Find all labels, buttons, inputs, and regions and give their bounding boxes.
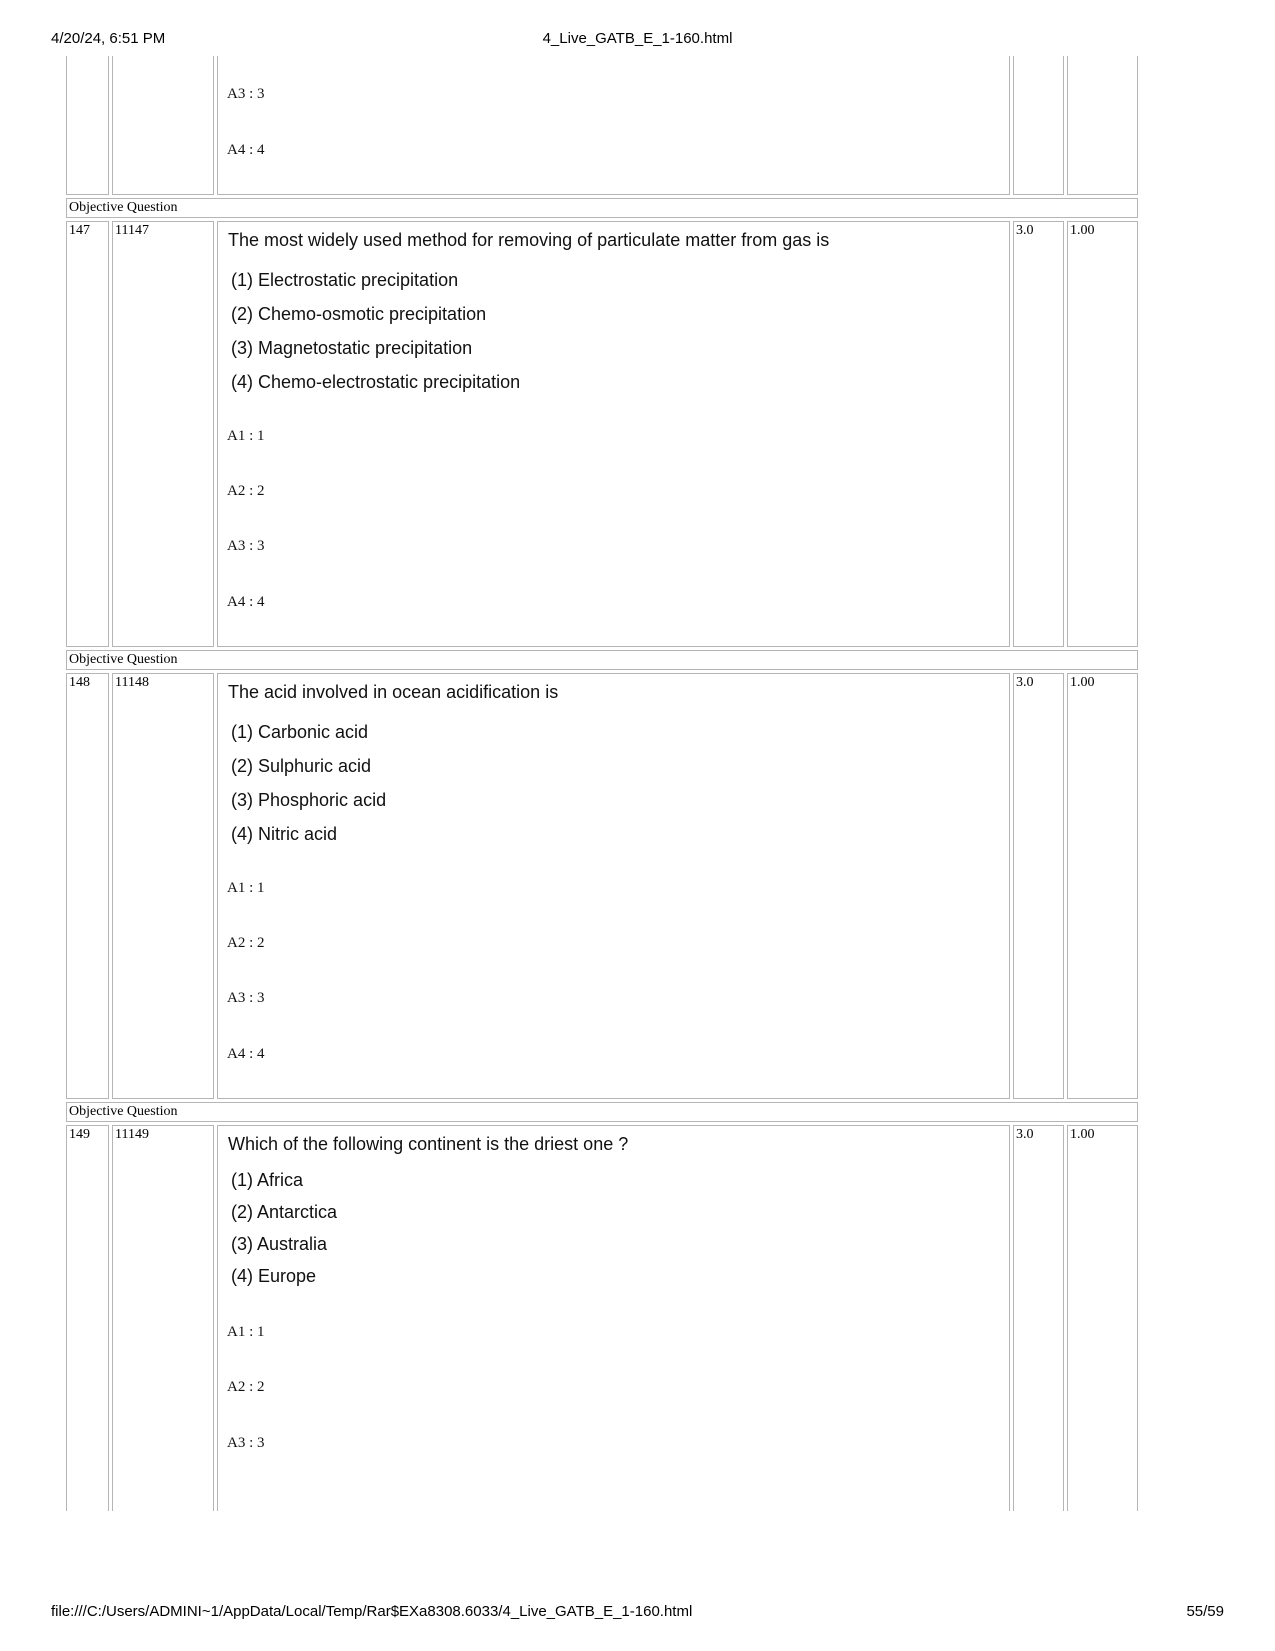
choice-option: (1) Carbonic acid	[231, 722, 369, 742]
answer-option: A2 : 2	[227, 935, 265, 951]
choice-option: (2) Sulphuric acid	[231, 756, 372, 776]
choice-option: (1) Africa	[231, 1170, 304, 1190]
question-body	[217, 673, 1010, 1099]
question-negative-marks: 1.00	[1067, 221, 1138, 647]
question-serial: 149	[66, 1125, 109, 1511]
question-id: 11148	[112, 673, 214, 1099]
question-marks: 3.0	[1013, 673, 1064, 1099]
answer-option: A2 : 2	[227, 1379, 265, 1395]
question-body	[217, 221, 1010, 647]
answer-option: A3 : 3	[227, 86, 265, 102]
choice-option: (3) Magnetostatic precipitation	[231, 338, 473, 358]
cont-question-cell	[217, 56, 1010, 195]
choice-option: (3) Australia	[231, 1234, 328, 1254]
section-label: Objective Question	[66, 1102, 1138, 1122]
choice-option: (4) Europe	[231, 1266, 317, 1286]
answer-option: A1 : 1	[227, 428, 265, 444]
choice-option: (3) Phosphoric acid	[231, 790, 387, 810]
question-text: Which of the following continent is the driest one ?	[228, 1134, 629, 1154]
print-file-path: file:///C:/Users/ADMINI~1/AppData/Local/Temp/Rar$EXa8308.6033/4_Live_GATB_E_1-160.html	[51, 1603, 693, 1620]
cont-sno-cell	[66, 56, 109, 195]
answer-option: A1 : 1	[227, 1324, 265, 1340]
question-serial: 148	[66, 673, 109, 1099]
answer-option: A4 : 4	[227, 142, 265, 158]
question-body	[217, 1125, 1010, 1511]
print-datetime: 4/20/24, 6:51 PM	[51, 30, 166, 47]
answer-option: A2 : 2	[227, 483, 265, 499]
print-doc-title: 4_Live_GATB_E_1-160.html	[542, 30, 733, 47]
question-marks: 3.0	[1013, 221, 1064, 647]
question-serial: 147	[66, 221, 109, 647]
print-footer	[0, 1603, 1275, 1623]
choice-option: (2) Antarctica	[231, 1202, 338, 1222]
print-header	[0, 30, 1275, 50]
answer-option: A4 : 4	[227, 594, 265, 610]
answer-option: A3 : 3	[227, 990, 265, 1006]
question-text: The most widely used method for removing of particulate matter from gas is	[228, 230, 830, 250]
section-label: Objective Question	[66, 650, 1138, 670]
question-id: 11147	[112, 221, 214, 647]
cont-marks-cell	[1013, 56, 1064, 195]
choice-option: (4) Nitric acid	[231, 824, 338, 844]
choice-option: (4) Chemo-electrostatic precipitation	[231, 372, 521, 392]
answer-option: A3 : 3	[227, 1435, 265, 1451]
question-negative-marks: 1.00	[1067, 1125, 1138, 1511]
choice-option: (2) Chemo-osmotic precipitation	[231, 304, 487, 324]
answer-option: A1 : 1	[227, 880, 265, 896]
answer-option: A3 : 3	[227, 538, 265, 554]
print-page-number: 55/59	[1186, 1603, 1224, 1620]
cont-negative-cell	[1067, 56, 1138, 195]
question-id: 11149	[112, 1125, 214, 1511]
question-marks: 3.0	[1013, 1125, 1064, 1511]
question-negative-marks: 1.00	[1067, 673, 1138, 1099]
answer-option: A4 : 4	[227, 1046, 265, 1062]
choice-option: (1) Electrostatic precipitation	[231, 270, 459, 290]
question-text: The acid involved in ocean acidification is	[228, 682, 559, 702]
cont-qid-cell	[112, 56, 214, 195]
section-label: Objective Question	[66, 198, 1138, 218]
